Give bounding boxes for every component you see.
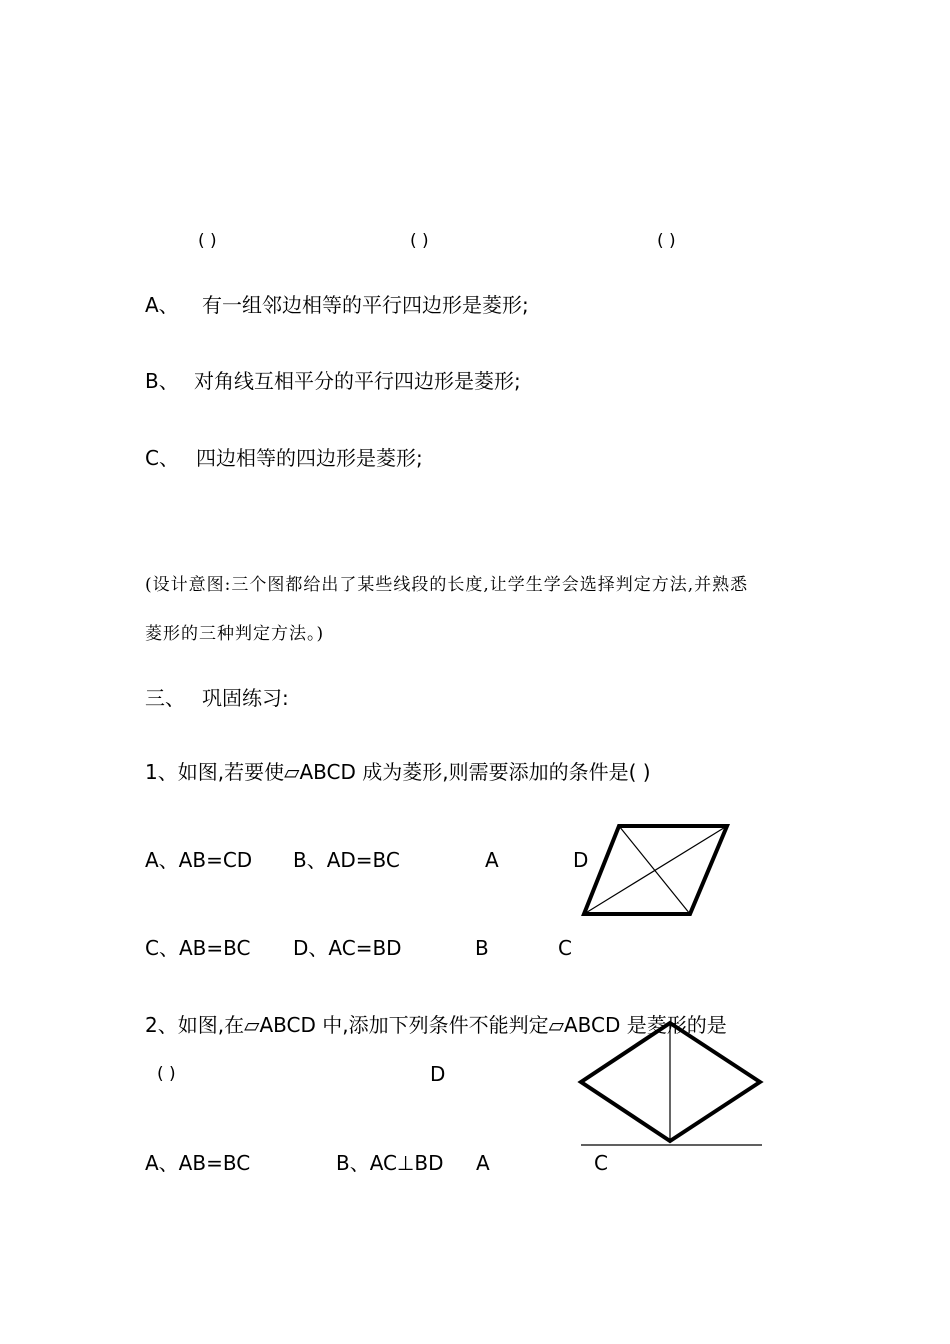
section-number: 三、 [145,686,185,710]
option-a-text: 有一组邻边相等的平行四边形是菱形; [202,293,529,317]
q1-diagonal-bd [584,826,727,914]
design-note-line-2: 菱形的三种判定方法。) [145,624,325,644]
option-c-text: 四边相等的四边形是菱形; [196,446,423,470]
q1-vertex-label-a: A [485,848,499,872]
q1-choice-c: C、AB=BC [145,936,251,960]
q2-paren: ( ) [157,1064,176,1084]
option-b-letter: B、 [145,369,179,393]
q1-stem: 1、如图,若要使▱ABCD 成为菱形,则需要添加的条件是( ) [145,760,651,784]
option-b-text: 对角线互相平分的平行四边形是菱形; [194,369,521,393]
q1-vertex-label-c: C [558,936,572,960]
q1-choice-b: B、AD=BC [293,848,400,872]
q2-rhombus-figure [575,1015,770,1150]
q2-choice-a: A、AB=BC [145,1151,251,1175]
q1-choice-a: A、AB=CD [145,848,253,872]
q1-parallelogram-figure [575,818,735,923]
q1-choice-d: D、AC=BD [293,936,402,960]
option-c-letter: C、 [145,446,179,470]
q2-choice-b: B、AC⊥BD [336,1151,444,1175]
q1-vertex-label-d: D [573,848,589,872]
q2-vertex-label-a: A [476,1151,490,1175]
design-note-line-1: (设计意图:三个图都给出了某些线段的长度,让学生学会选择判定方法,并熟悉 [145,575,749,595]
q2-stem: 2、如图,在▱ABCD 中,添加下列条件不能判定▱ABCD 是菱形的是 [145,1013,727,1037]
answer-paren-3: ( ) [657,231,676,251]
q2-vertex-label-d: D [430,1062,446,1086]
q2-vertex-label-c: C [594,1151,608,1175]
answer-paren-1: ( ) [198,231,217,251]
q1-vertex-label-b: B [475,936,489,960]
option-a-letter: A、 [145,293,179,317]
section-title: 巩固练习: [202,686,289,710]
answer-paren-2: ( ) [410,231,429,251]
